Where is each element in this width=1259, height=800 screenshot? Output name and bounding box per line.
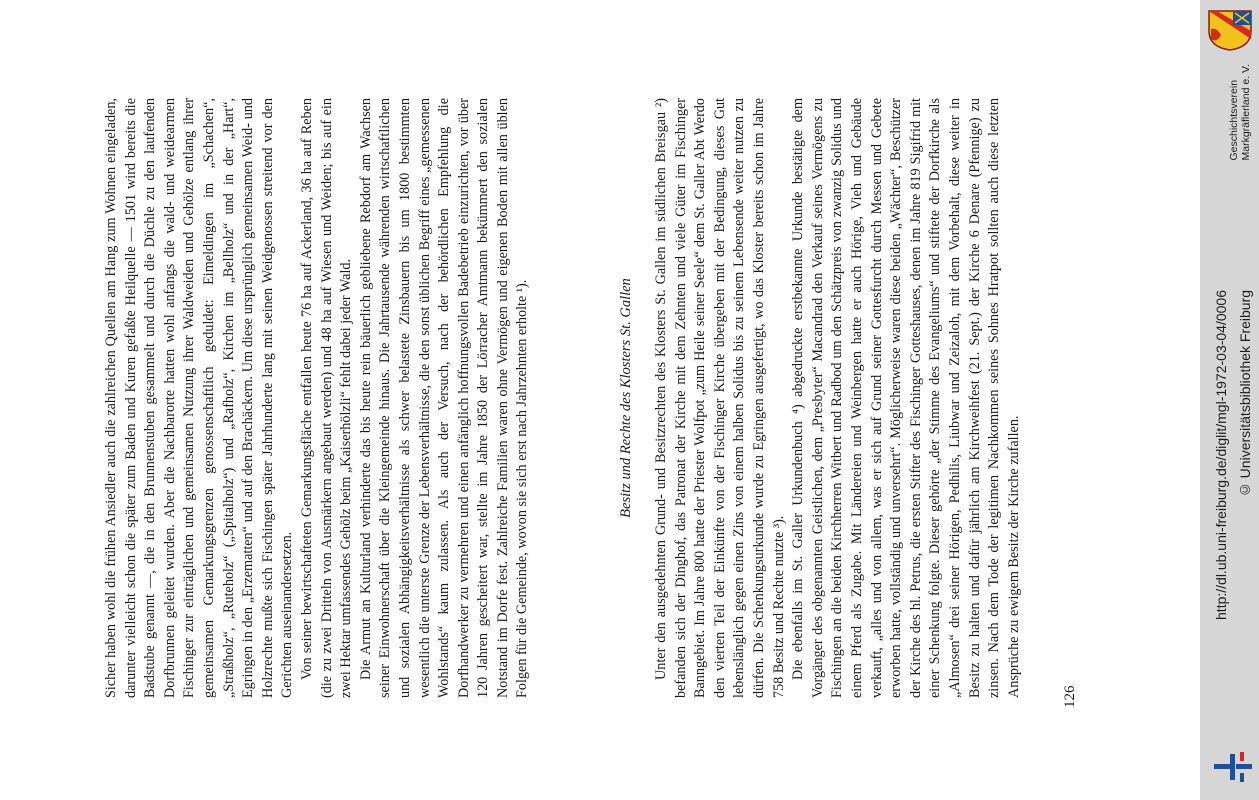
paragraph: Sicher haben wohl die frühen Ansiedler auch die zahlreichen Quellen am Hang zum Wohnen eingeladen, darunter vielleicht schon die später zum Baden und Kuren gefaßte Heilquelle — 1501 wird bereits die Badstube genannt —, die in den Brunnenstuben gesammelt und durch die Düchle zu den laufenden Dorfbrunnen geleitet wurden. Aber die Nachbarorte hatten wohl anfangs die wald- und weidearmen Fischinger zur einträglichen und gemeinsamen Nutzung ihrer Waldweiden und Gehölze entlang ihrer gemeinsamen Gemarkungsgrenzen genossenschaftlich geduldet: Eimeldingen im „Schachen“, „Straßholz“, „Ruteholz“ („Spitalholz“) und „Rafholz“, Kirchen im „Bellholz“ und in der „Hart“, Egringen in den „Erzematten“ und auf den Brachäckern. Um diese ursprünglich gemeinsamen Weid- und Holzrechte mußte sich Fischingen später Jahrhunderte lang mit seinen Weidgenossen streitend vor den Gerichten auseinandersetzen. — [103, 98, 296, 698]
permalink-url[interactable]: http://dl.ub.uni-freiburg.de/diglit/mgl-1972-03-04/0006 — [1213, 290, 1229, 620]
section-two-text — [652, 98, 1024, 698]
copyright-notice: © Universitätsbibliothek Freiburg — [1237, 290, 1253, 499]
ub-freiburg-logo-icon — [1212, 748, 1254, 786]
section-one-text — [102, 98, 533, 698]
page-number: 126 — [1062, 685, 1078, 708]
society-name — [1228, 64, 1252, 161]
paragraph: Unter den ausgedehnten Grund- und Besitzrechten des Klosters St. Gallen im südlichen Breisgau ²) befanden sich der Dinghof, das Patronat der Kirche mit dem Zehnten und viele Güter im Fischinger Banngebiet. Im Jahre 800 hatte der Priester Wolfpot „zum Heile seiner Seele“ dem St. Galler Abt Werdo den vierten Teil der Einkünfte von der Fischinger Kirche übergeben mit der Bedingung, dieses Gut lebenslänglich gegen einen Zins von einem halben Solidus bis zu seinem Lebensende weiter nutzen zu dürfen. Die Schenkungsurkunde wurde zu Egringen ausgefertigt, wo das Kloster bereits schon im Jahre 758 Besitz und Rechte nutzte ³). — [653, 98, 787, 698]
section-heading: Besitz und Rechte des Klosters St. Gallen — [618, 278, 634, 518]
paragraph: Die Armut an Kulturland verhinderte das bis heute rein bäuerlich gebliebene Rebdorf am Wachsen seiner Einwohnerschaft über die Kleingemeinde hinaus. Die Jahrtausende währenden wirtschaftlichen und sozialen Abhängigkeitsverhältnisse als schwer belastete Zinsbauern bis um 1800 bestimmten wesentlich die unterste Grenze der Lebensverhältnisse, die den sonst üblichen Begriff eines „gemessenen Wohlstands“ kaum zulassen. Als auch der Versuch, nach der behördlichen Empfehlung die Dorfhandwerker zu vermehren und einen anfänglich hoffnungsvollen Badebetrieb einzurichten, vor über 120 Jahren gescheitert war, stellte im Jahre 1850 der Lörracher Amtmann bekümmert den sozialen Notstand im Dorfe fest. Zahlreiche Familien waren ohne Vermögen und eigenen Boden mit allen üblen Folgen für die Gemeinde, wovon sie sich erst nach Jahrzehnten erholte ¹). — [357, 98, 531, 698]
society-line-2: Markgräflerland e. V. — [1240, 64, 1252, 161]
paragraph: Die ebenfalls im St. Galler Urkundenbuch ⁴) abgedruckte erstbekannte Urkunde bestätigte dem Vorgänger des obgenannten Geistlichen, dem „Presbyter“ Macandrad den Verkauf seines Vermögens zu Fischingen an die beiden Kirchherren Witbert und Radbod um den Schätzpreis von zwanzig Solidus und einem Pferd als Zugabe. Mit Ländereien und Weinbergen hatte er auch Hörige, Vieh und Gebäude verkauft, „alles und von allem, was er sich auf Grund seiner Gottesfurcht durch Messen und Gebete erworben hatte, vollständig und unversehrt“. Möglicherweise waren diese beiden „Wächter“, Beschützer der Kirche des hl. Petrus, die ersten Stifter des Fischinger Gotteshauses, denen im Jahre 819 Sigifrid mit einer Schenkung folgte. Dieser gehörte „der Stimme des Evangeliums“ und stiftete der Dorfkirche als „Almosen“ drei seiner Hörigen, Pedhilis, Liubwar und Zeizaloh, mit dem Vorbehalt, diese weiter in Besitz zu halten und dafür jährlich am Kirchweihfest (21. Sept.) der Kirche 6 Denare (Pfennige) zu zinsen. Nach dem Tode der legitimen Nachkommen seines Sohnes Hratpot sollten auch diese letzten Ansprüche zu ewigem Besitz der Kirche zufallen. — [790, 98, 1022, 698]
society-line-1: Geschichtsverein — [1228, 79, 1240, 161]
paragraph: Von seiner bewirtschafteten Gemarkungsfläche entfallen heute 76 ha auf Ackerland, 36 ha auf Reben (die zu zwei Dritteln von Ausmärkern angebaut werden) und 48 ha auf Wiesen und Weiden; bis auf ein zwei Hektar umfassendes Gehölz beim „Kaiserhölzli“ fehlt dabei jeder Wald. — [298, 98, 355, 698]
coat-of-arms-icon — [1207, 9, 1253, 51]
